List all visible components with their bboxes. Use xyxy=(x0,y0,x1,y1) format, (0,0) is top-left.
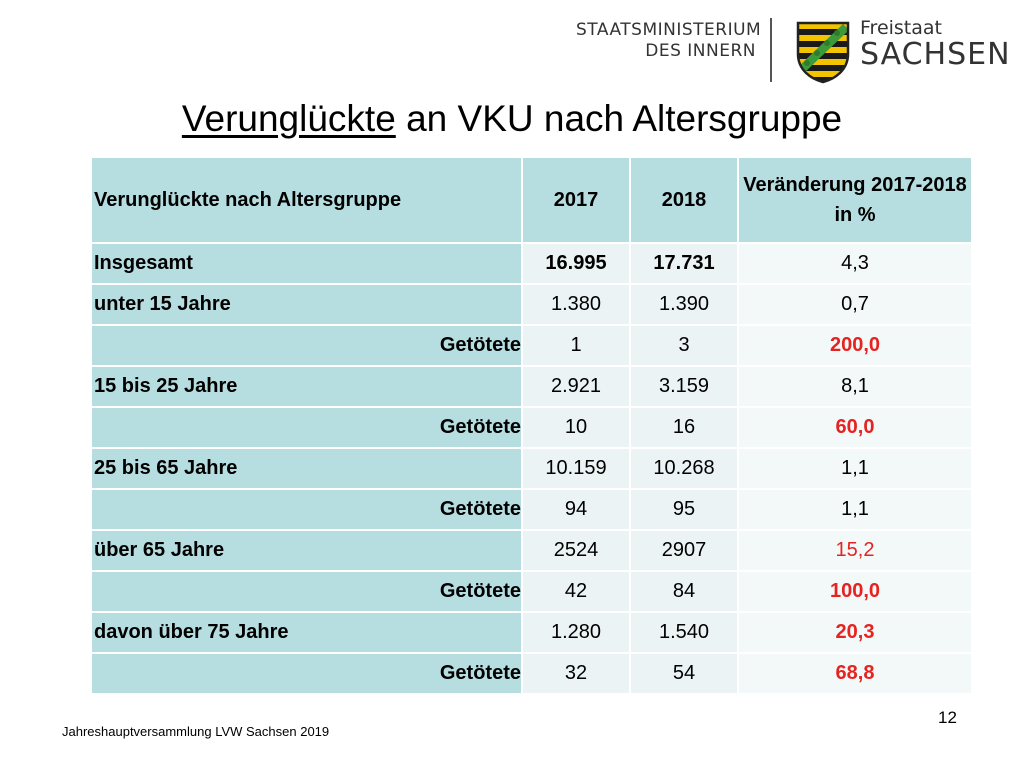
cell-change-percent: 100,0 xyxy=(738,571,972,612)
saxony-coat-of-arms-icon xyxy=(795,20,851,84)
row-label-fatalities: Getötete xyxy=(92,407,522,448)
row-label-age-group: davon über 75 Jahre xyxy=(92,612,522,653)
sachsen-label: SACHSEN xyxy=(860,37,1011,72)
cell-2017: 2.921 xyxy=(522,366,630,407)
cell-2017: 2524 xyxy=(522,530,630,571)
casualties-table xyxy=(92,158,973,695)
cell-2018: 10.268 xyxy=(630,448,738,489)
cell-2017: 1 xyxy=(522,325,630,366)
row-label-age-group: 15 bis 25 Jahre xyxy=(92,366,522,407)
ministry-line-1: STAATSMINISTERIUM xyxy=(576,20,762,40)
cell-change-percent: 1,1 xyxy=(738,448,972,489)
row-label-age-group: Insgesamt xyxy=(92,243,522,284)
cell-2017: 32 xyxy=(522,653,630,694)
column-header-age-group: Verunglückte nach Altersgruppe xyxy=(92,158,522,243)
table-body xyxy=(92,243,972,694)
table-row xyxy=(92,530,972,571)
cell-2017: 94 xyxy=(522,489,630,530)
cell-change-percent: 1,1 xyxy=(738,489,972,530)
row-label-fatalities: Getötete xyxy=(92,653,522,694)
row-label-age-group: 25 bis 65 Jahre xyxy=(92,448,522,489)
table-row xyxy=(92,448,972,489)
cell-change-percent: 20,3 xyxy=(738,612,972,653)
table-row xyxy=(92,571,972,612)
cell-change-percent: 4,3 xyxy=(738,243,972,284)
ministry-line-2: DES INNERN xyxy=(645,41,756,61)
cell-change-percent: 60,0 xyxy=(738,407,972,448)
ministry-name xyxy=(576,20,762,62)
cell-change-percent: 0,7 xyxy=(738,284,972,325)
table-row xyxy=(92,284,972,325)
page-title-underlined: Verunglückte xyxy=(181,98,396,139)
row-label-fatalities: Getötete xyxy=(92,489,522,530)
table-row xyxy=(92,366,972,407)
table-row xyxy=(92,612,972,653)
table-row xyxy=(92,653,972,694)
cell-2018: 1.390 xyxy=(630,284,738,325)
freistaat-label: Freistaat xyxy=(860,17,942,39)
cell-2017: 16.995 xyxy=(522,243,630,284)
cell-change-percent: 200,0 xyxy=(738,325,972,366)
cell-change-percent: 15,2 xyxy=(738,530,972,571)
cell-2017: 1.380 xyxy=(522,284,630,325)
cell-2018: 2907 xyxy=(630,530,738,571)
column-header-change: Veränderung 2017-2018 in % xyxy=(738,158,972,243)
state-logo-text xyxy=(860,18,1010,72)
cell-2018: 17.731 xyxy=(630,243,738,284)
page-title-rest: an VKU nach Altersgruppe xyxy=(395,98,843,139)
cell-2017: 1.280 xyxy=(522,612,630,653)
column-header-2018: 2018 xyxy=(630,158,738,243)
page-number: 12 xyxy=(938,708,957,727)
cell-2018: 84 xyxy=(630,571,738,612)
row-label-fatalities: Getötete xyxy=(92,325,522,366)
header-divider xyxy=(770,18,772,82)
row-label-age-group: unter 15 Jahre xyxy=(92,284,522,325)
cell-2018: 3.159 xyxy=(630,366,738,407)
cell-2018: 3 xyxy=(630,325,738,366)
table-row xyxy=(92,407,972,448)
page-title xyxy=(0,98,1024,140)
cell-2018: 16 xyxy=(630,407,738,448)
cell-2017: 10 xyxy=(522,407,630,448)
row-label-age-group: über 65 Jahre xyxy=(92,530,522,571)
cell-2018: 54 xyxy=(630,653,738,694)
table-row xyxy=(92,489,972,530)
cell-change-percent: 8,1 xyxy=(738,366,972,407)
row-label-fatalities: Getötete xyxy=(92,571,522,612)
cell-2018: 95 xyxy=(630,489,738,530)
column-header-2017: 2017 xyxy=(522,158,630,243)
footer-text: Jahreshauptversammlung LVW Sachsen 2019 xyxy=(62,724,330,739)
cell-2017: 10.159 xyxy=(522,448,630,489)
table-header-row xyxy=(92,158,972,243)
cell-change-percent: 68,8 xyxy=(738,653,972,694)
cell-2017: 42 xyxy=(522,571,630,612)
cell-2018: 1.540 xyxy=(630,612,738,653)
table-row xyxy=(92,325,972,366)
table-row xyxy=(92,243,972,284)
